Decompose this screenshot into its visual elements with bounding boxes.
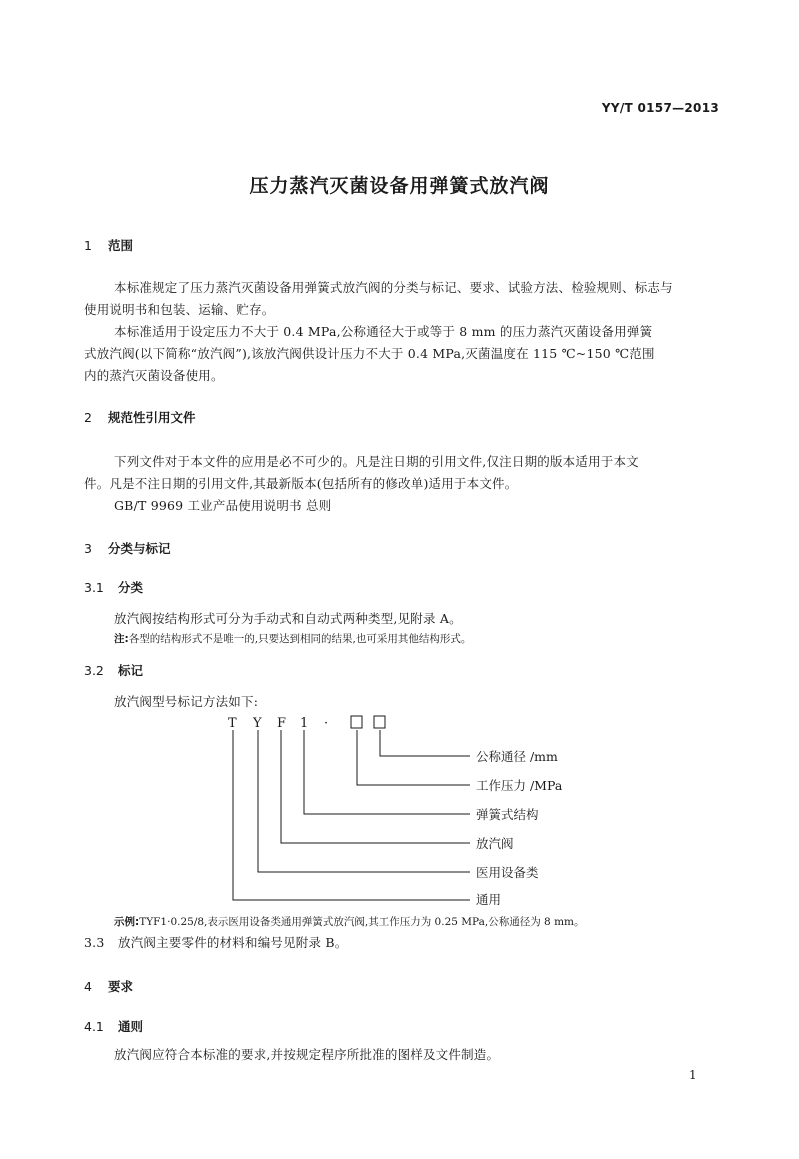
s1-para2-line2: 式放汽阀(以下简称“放汽阀”),该放汽阀供设计压力不大于 0.4 MPa,灭菌温度在 115 ℃~150 ℃范围 xyxy=(84,346,655,361)
document-title: 压力蒸汽灭菌设备用弹簧式放汽阀 xyxy=(249,175,550,197)
connector-nominal-diameter xyxy=(380,730,470,756)
s3-1-para: 放汽阀按结构形式可分为手动式和自动式两种类型,见附录 A。 xyxy=(114,611,462,626)
section-title: 规范性引用文件 xyxy=(108,410,196,425)
section-title: 范围 xyxy=(108,238,134,253)
placeholder-box-diameter xyxy=(374,716,385,728)
s1-para1-line1: 本标准规定了压力蒸汽灭菌设备用弹簧式放汽阀的分类与标记、要求、试验方法、检验规则、标志与 xyxy=(114,280,673,295)
label-medical-equipment: 医用设备类 xyxy=(476,865,539,880)
s3-3-text: 放汽阀主要零件的材料和编号见附录 B。 xyxy=(118,935,348,950)
section-number: 1 xyxy=(84,238,92,253)
connector-spring-structure xyxy=(304,730,470,814)
s4-1-para: 放汽阀应符合本标准的要求,并按规定程序所批准的图样及文件制造。 xyxy=(114,1047,500,1062)
section-4-1-heading xyxy=(84,1017,143,1035)
s2-reference: GB/T 9969 工业产品使用说明书 总则 xyxy=(114,498,332,513)
subsection-title: 分类 xyxy=(118,580,144,595)
page-number: 1 xyxy=(689,1068,697,1082)
connector-working-pressure xyxy=(357,730,470,785)
section-title: 分类与标记 xyxy=(108,541,171,556)
example-text: TYF1·0.25/8,表示医用设备类通用弹簧式放汽阀,其工作压力为 0.25 MPa,公称通径为 8 mm。 xyxy=(139,916,585,928)
subsection-number: 4.1 xyxy=(84,1019,104,1034)
subsection-title: 标记 xyxy=(118,663,144,678)
s1-para2-line1: 本标准适用于设定压力不大于 0.4 MPa,公称通径大于或等于 8 mm 的压力蒸汽灭菌设备用弹簧 xyxy=(114,324,653,339)
subsection-number: 3.1 xyxy=(84,580,104,595)
label-general: 通用 xyxy=(476,892,502,907)
label-nominal-diameter: 公称通径 /mm xyxy=(476,749,558,764)
section-4-heading xyxy=(84,977,133,995)
label-steam-valve: 放汽阀 xyxy=(476,836,514,851)
s3-3-line xyxy=(84,931,347,954)
s3-2-example xyxy=(114,914,584,929)
s3-2-para: 放汽阀型号标记方法如下: xyxy=(114,694,259,709)
subsection-number: 3.3 xyxy=(84,935,105,950)
code-char-dot: · xyxy=(324,716,329,731)
section-number: 3 xyxy=(84,541,92,556)
standard-number: YY/T 0157—2013 xyxy=(601,101,719,115)
section-title: 要求 xyxy=(108,979,134,994)
code-char-Y: Y xyxy=(253,716,262,731)
example-label: 示例: xyxy=(114,916,140,928)
s2-para-line2: 件。凡是不注日期的引用文件,其最新版本(包括所有的修改单)适用于本文件。 xyxy=(84,476,518,491)
subsection-number: 3.2 xyxy=(84,663,104,678)
code-char-F: F xyxy=(277,716,287,731)
code-char-T: T xyxy=(228,716,237,731)
note-label: 注: xyxy=(114,633,129,645)
subsection-title: 通则 xyxy=(118,1019,144,1034)
label-spring-structure: 弹簧式结构 xyxy=(476,807,539,822)
placeholder-box-pressure xyxy=(351,716,362,728)
s2-para-line1: 下列文件对于本文件的应用是必不可少的。凡是注日期的引用文件,仅注日期的版本适用于本文 xyxy=(114,454,639,469)
s1-para2-line3: 内的蒸汽灭菌设备使用。 xyxy=(84,368,224,383)
section-number: 2 xyxy=(84,410,92,425)
label-working-pressure: 工作压力 /MPa xyxy=(476,778,563,793)
section-number: 4 xyxy=(84,979,92,994)
s1-para1-line2: 使用说明书和包装、运输、贮存。 xyxy=(84,302,275,317)
connector-steam-valve xyxy=(281,730,470,843)
note-text: 各型的结构形式不是唯一的,只要达到相同的结果,也可采用其他结构形式。 xyxy=(128,633,472,645)
code-char-1: 1 xyxy=(300,716,309,731)
connector-medical-equipment xyxy=(258,730,470,872)
